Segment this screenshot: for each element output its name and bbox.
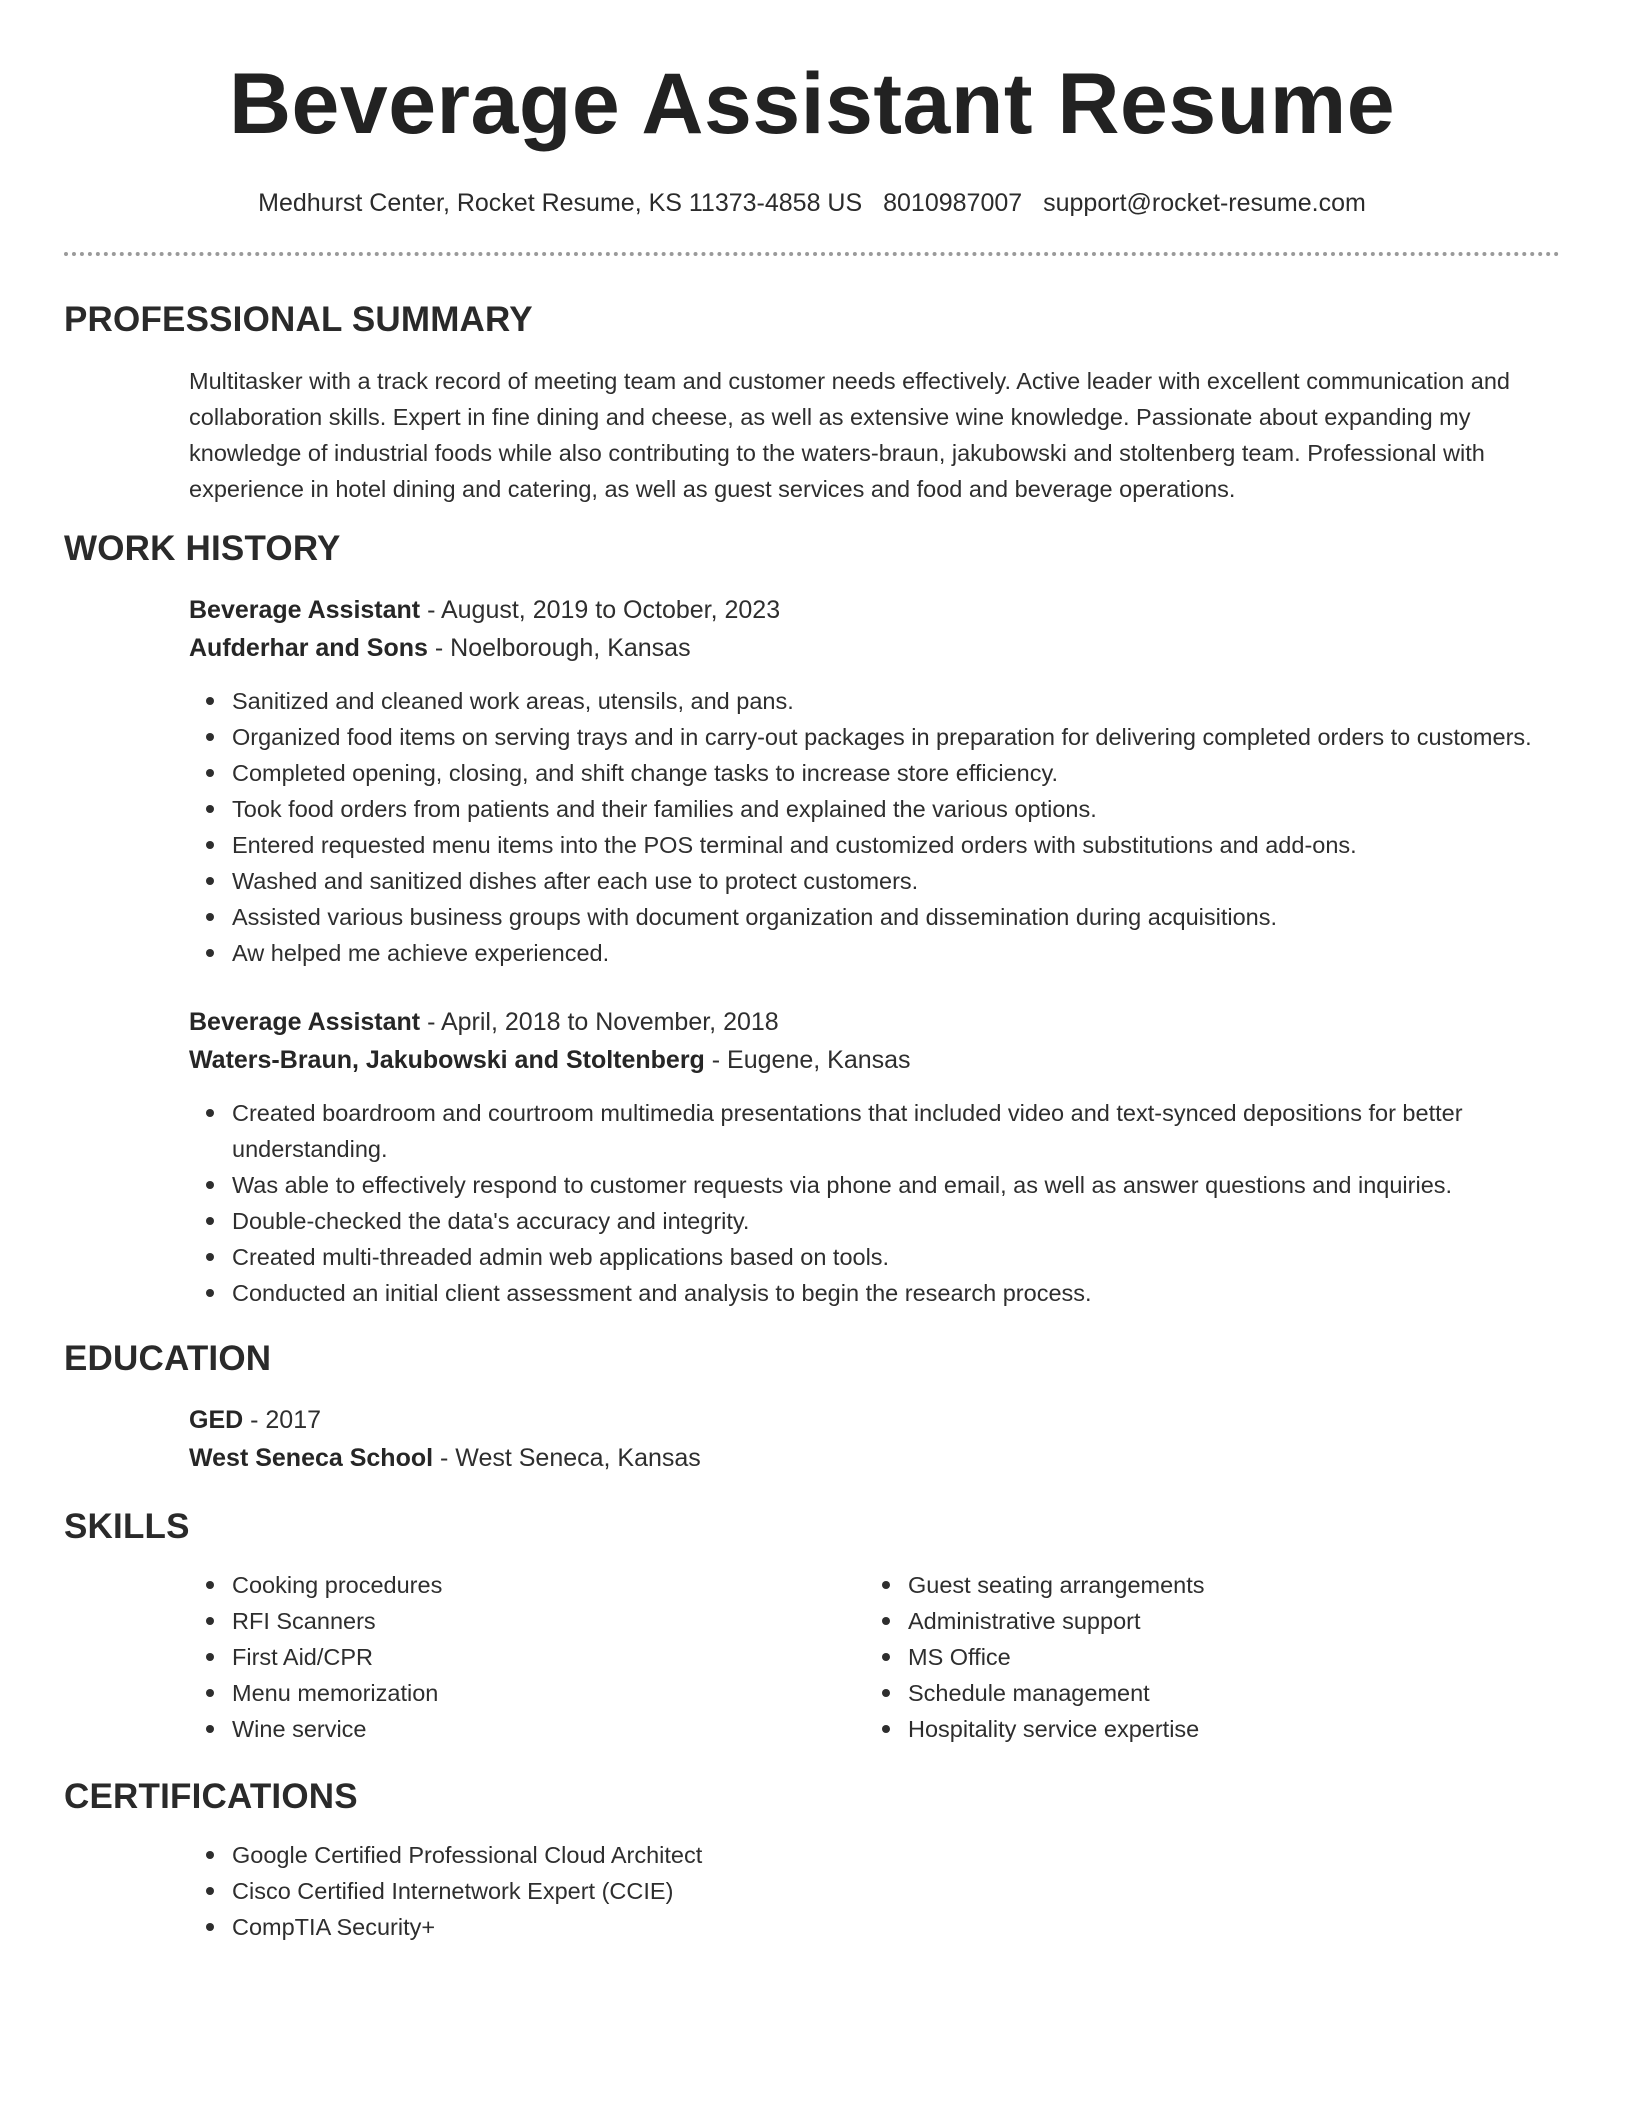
job-company: Waters-Braun, Jakubowski and Stoltenberg [189,1046,705,1074]
list-item: Administrative support [908,1603,1541,1639]
list-item: CompTIA Security+ [232,1909,1560,1945]
list-item: Google Certified Professional Cloud Architect [232,1837,1560,1873]
list-item: Created multi-threaded admin web applications based on tools. [232,1239,1560,1275]
list-item: Aw helped me achieve experienced. [232,935,1560,971]
education-entry [64,1401,1560,1477]
job-title-line [189,1003,1560,1041]
list-item: Double-checked the data's accuracy and integrity. [232,1203,1560,1239]
contact-email: support@rocket-resume.com [1043,189,1366,217]
job-dates: - April, 2018 to November, 2018 [420,1008,779,1036]
section-title-certifications: CERTIFICATIONS [64,1777,358,1816]
job-dates: - August, 2019 to October, 2023 [420,596,781,624]
job-duties-list [189,1095,1560,1311]
section-title-summary: PROFESSIONAL SUMMARY [64,300,533,339]
summary-text: Multitasker with a track record of meeting team and customer needs effectively. Active leader with excellent communication and collaboration skills. Expert in fine dining and cheese, as well as extensive wine knowledge. Passionate about expanding my knowledge of industrial foods while also contributing to the waters-braun, jakubowski and stoltenberg team. Professional with experience in hotel dining and catering, as well as guest services and food and beverage operations. [189,368,1510,502]
list-item: Hospitality service expertise [908,1711,1541,1747]
list-item: Schedule management [908,1675,1541,1711]
skills-column-right [865,1567,1541,1747]
list-item: MS Office [908,1639,1541,1675]
list-item: Guest seating arrangements [908,1567,1541,1603]
section-title-work: WORK HISTORY [64,529,341,568]
skills-grid [64,1567,1560,1747]
degree: GED [189,1406,244,1434]
job-company-line [189,629,1560,667]
section-title-skills: SKILLS [64,1507,190,1546]
list-item: Wine service [232,1711,865,1747]
job-duties-list [189,683,1560,971]
list-item: Washed and sanitized dishes after each use to protect customers. [232,863,1560,899]
list-item: Menu memorization [232,1675,865,1711]
job-location: - Noelborough, Kansas [427,634,691,662]
job-title-line [189,591,1560,629]
list-item: Took food orders from patients and their families and explained the various options. [232,791,1560,827]
list-item: Sanitized and cleaned work areas, utensils, and pans. [232,683,1560,719]
list-item: Conducted an initial client assessment and analysis to begin the research process. [232,1275,1560,1311]
section-title-education: EDUCATION [64,1339,272,1378]
skills-column-left [189,1567,865,1747]
job-company: Aufderhar and Sons [189,634,428,662]
degree-line [189,1401,1560,1439]
job-entry [64,591,1560,971]
degree-year: - 2017 [243,1406,322,1434]
list-item: First Aid/CPR [232,1639,865,1675]
school-location: - West Seneca, Kansas [433,1444,701,1472]
certifications-list [189,1837,1560,1945]
school-line [189,1439,1560,1477]
job-location: - Eugene, Kansas [704,1046,911,1074]
contact-line [64,188,1560,218]
resume-page [64,0,1560,1945]
summary-block [64,363,1560,507]
job-company-line [189,1041,1560,1079]
job-position: Beverage Assistant [189,596,421,624]
job-entry [64,1003,1560,1311]
list-item: Cooking procedures [232,1567,865,1603]
contact-address: Medhurst Center, Rocket Resume, KS 11373-4858 US [258,189,863,217]
header-divider [64,252,1560,256]
school-name: West Seneca School [189,1444,434,1472]
resume-title: Beverage Assistant Resume [228,56,1396,152]
job-position: Beverage Assistant [189,1008,421,1036]
list-item: Created boardroom and courtroom multimedia presentations that included video and text-synced depositions for better understanding. [232,1095,1560,1167]
certifications-block [64,1837,1560,1945]
list-item: Assisted various business groups with document organization and dissemination during acquisitions. [232,899,1560,935]
skills-list-right [865,1567,1541,1747]
skills-list-left [189,1567,865,1747]
list-item: RFI Scanners [232,1603,865,1639]
list-item: Entered requested menu items into the POS terminal and customized orders with substitutions and add-ons. [232,827,1560,863]
list-item: Organized food items on serving trays and in carry-out packages in preparation for delivering completed orders to customers. [232,719,1560,755]
contact-phone: 8010987007 [883,189,1023,217]
list-item: Was able to effectively respond to customer requests via phone and email, as well as answer questions and inquiries. [232,1167,1560,1203]
list-item: Completed opening, closing, and shift change tasks to increase store efficiency. [232,755,1560,791]
list-item: Cisco Certified Internetwork Expert (CCIE) [232,1873,1560,1909]
